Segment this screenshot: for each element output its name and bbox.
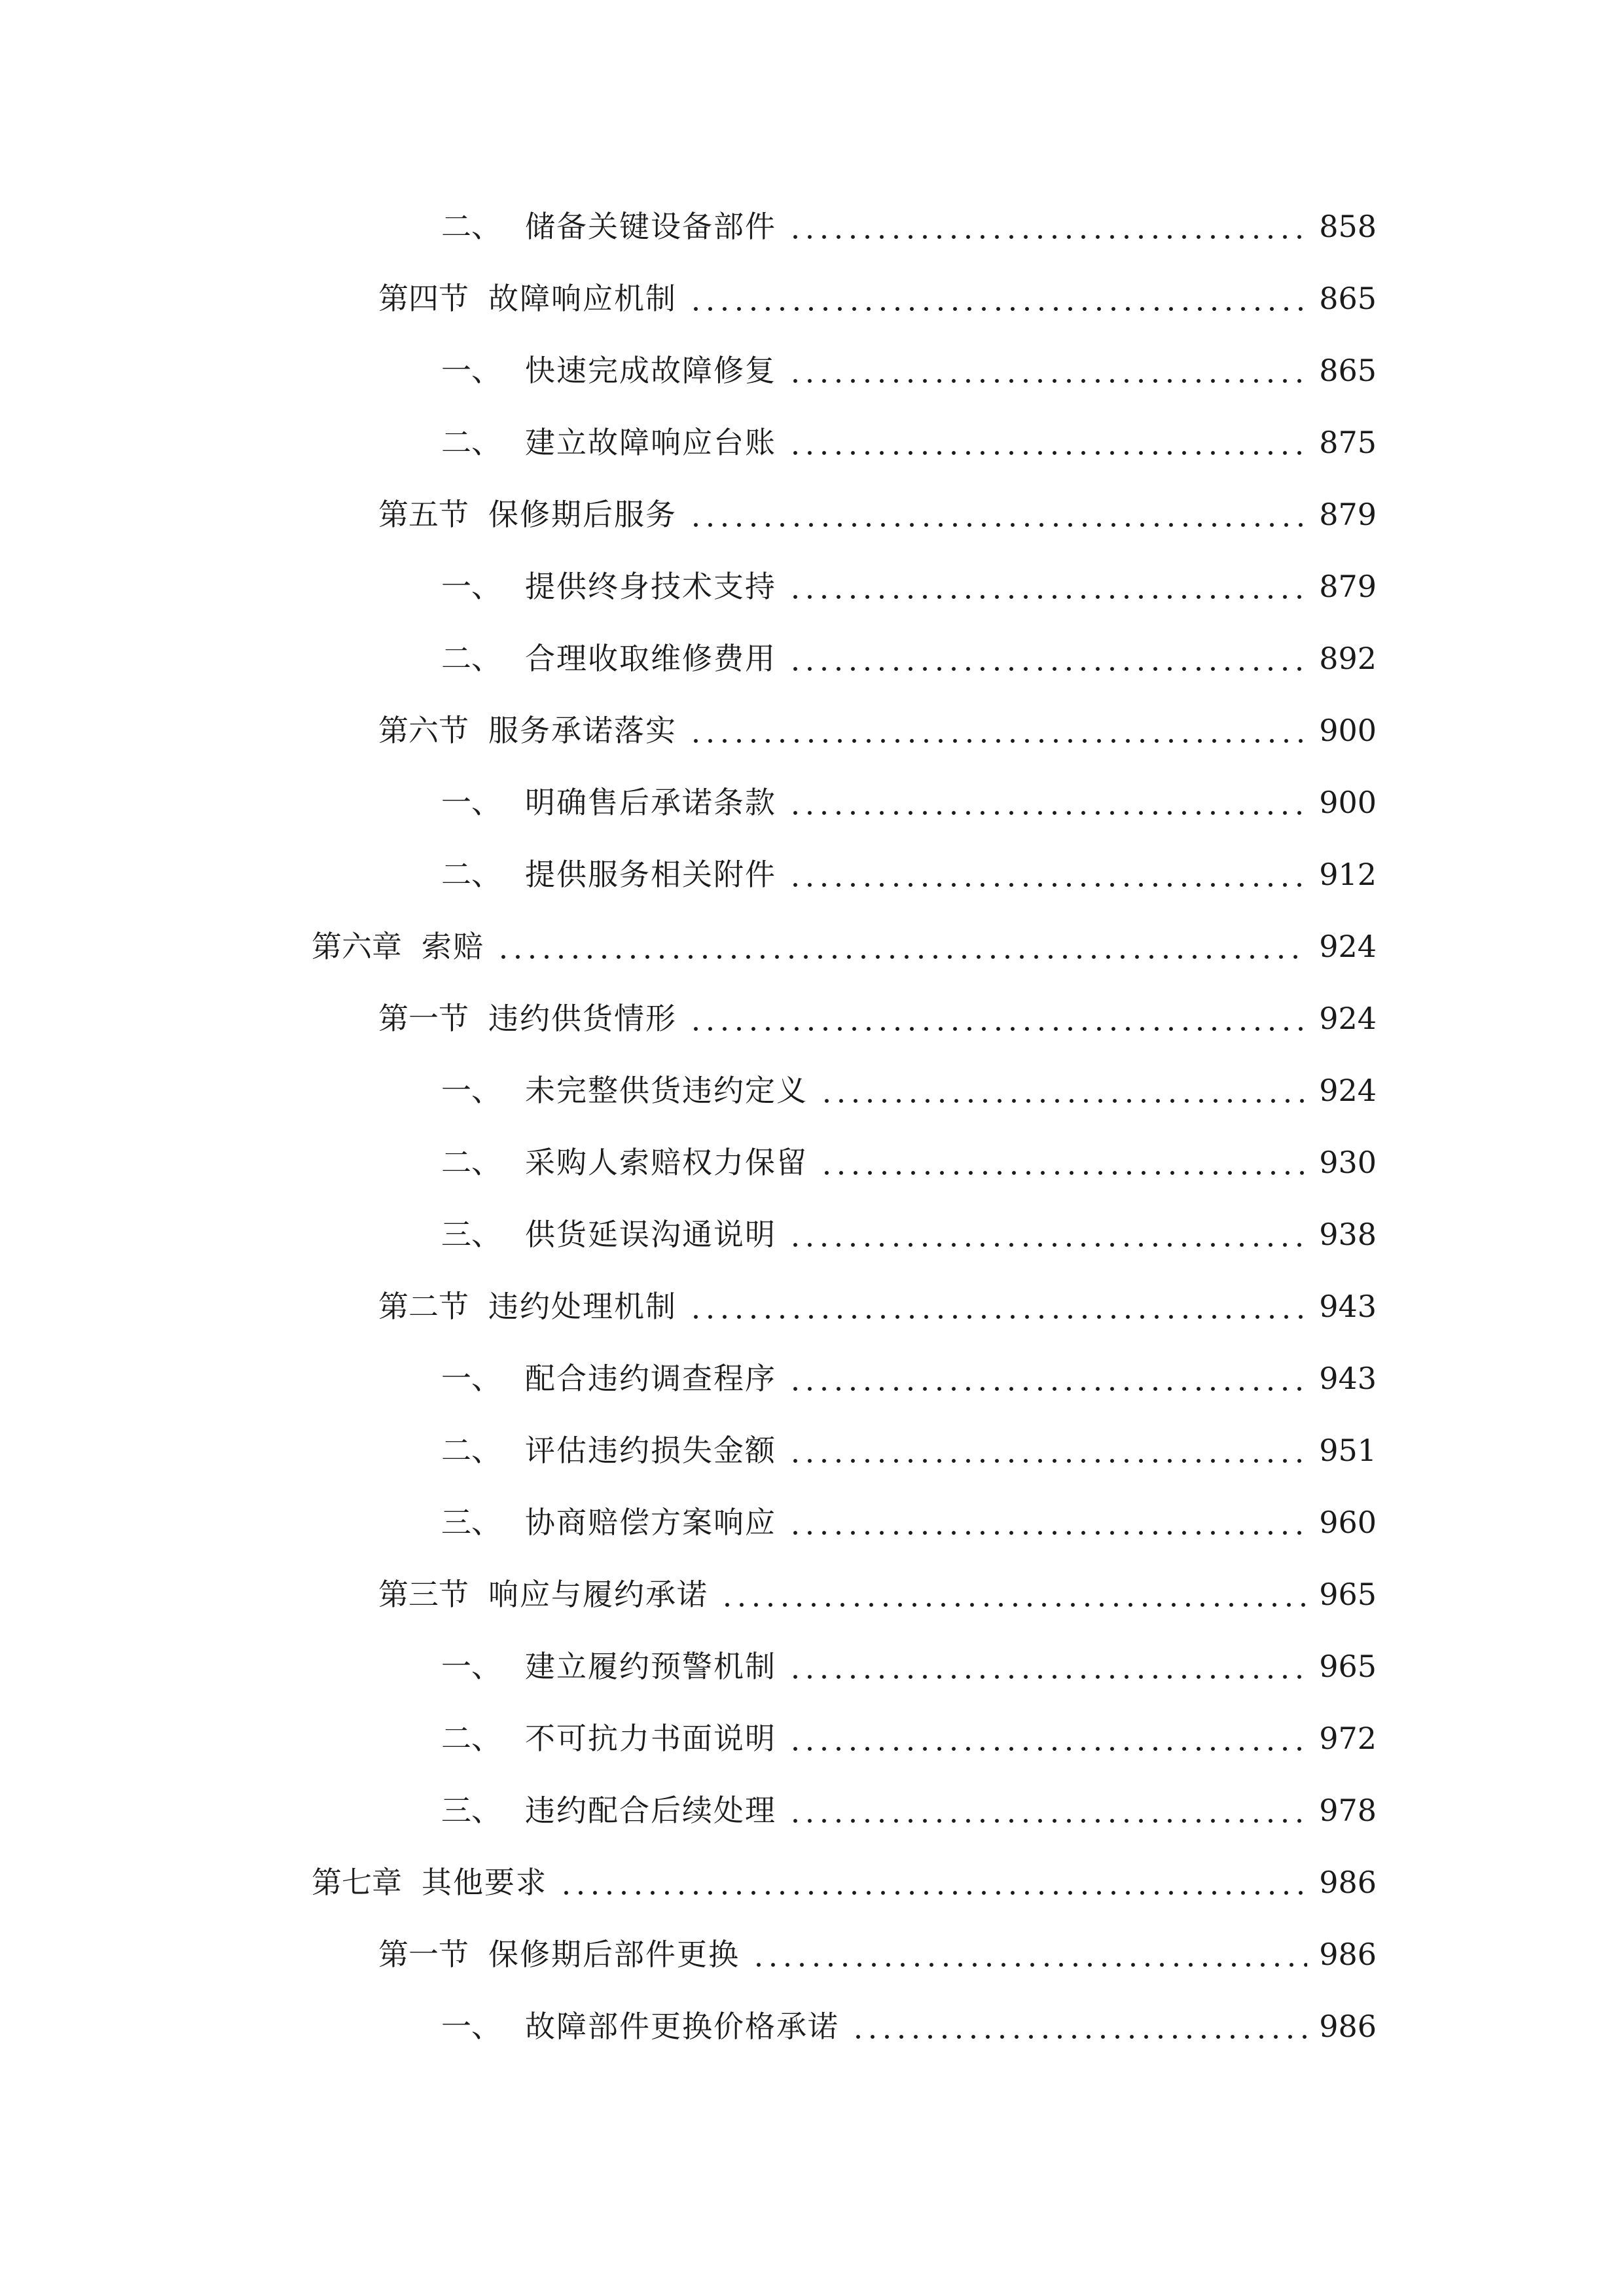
dot-leader	[788, 1242, 1307, 1247]
toc-entry-page: 986	[1319, 1865, 1377, 1900]
dot-leader	[788, 234, 1307, 240]
dot-leader	[820, 1098, 1307, 1103]
toc-entry[interactable]	[441, 1496, 1377, 1549]
toc-entry-title: 评估违约损失金额	[525, 1433, 776, 1468]
dot-leader	[788, 450, 1307, 456]
dot-leader	[751, 1962, 1307, 1967]
toc-entry[interactable]	[441, 1424, 1377, 1477]
toc-entry-number: 一、	[441, 1073, 501, 1108]
toc-entry[interactable]	[378, 272, 1377, 325]
toc-entry-number: 一、	[441, 569, 501, 604]
toc-entry-title: 建立故障响应台账	[525, 425, 776, 460]
toc-entry-title: 未完整供货违约定义	[525, 1073, 808, 1108]
toc-entry[interactable]	[441, 848, 1377, 901]
toc-entry-number: 第二节	[378, 1289, 469, 1324]
dot-leader	[689, 1026, 1307, 1031]
toc-entry-page: 858	[1319, 209, 1377, 244]
toc-entry[interactable]	[312, 1856, 1377, 1909]
toc-entry[interactable]	[378, 992, 1377, 1045]
toc-entry-page: 879	[1319, 569, 1377, 604]
toc-entry[interactable]	[441, 2000, 1377, 2053]
toc-entry-title: 快速完成故障修复	[525, 353, 776, 388]
toc-entry-page: 965	[1319, 1649, 1377, 1684]
toc-entry-title: 故障部件更换价格承诺	[525, 2009, 839, 2044]
toc-entry-number: 第六节	[378, 713, 469, 748]
toc-entry-page: 875	[1319, 425, 1377, 460]
toc-entry[interactable]	[378, 1928, 1377, 1981]
toc-entry-title: 响应与履约承诺	[488, 1577, 708, 1612]
toc-entry-page: 892	[1319, 641, 1377, 676]
dot-leader	[689, 522, 1307, 528]
toc-entry-page: 938	[1319, 1217, 1377, 1252]
toc-entry[interactable]	[378, 488, 1377, 541]
dot-leader	[788, 810, 1307, 816]
dot-leader	[851, 2034, 1307, 2039]
toc-entry-number: 第一节	[378, 1937, 469, 1972]
toc-entry-page: 924	[1319, 1073, 1377, 1108]
toc-entry-title: 供货延误沟通说明	[525, 1217, 776, 1252]
dot-leader	[788, 594, 1307, 600]
toc-entry-number: 二、	[441, 857, 501, 892]
toc-entry-title: 保修期后部件更换	[488, 1937, 740, 1972]
toc-entry-page: 986	[1319, 2009, 1377, 2044]
toc-entry-page: 924	[1319, 1001, 1377, 1036]
toc-entry-page: 978	[1319, 1793, 1377, 1828]
toc-entry[interactable]	[441, 1352, 1377, 1405]
toc-entry-title: 协商赔偿方案响应	[525, 1505, 776, 1540]
toc-entry[interactable]	[441, 1712, 1377, 1765]
toc-entry-number: 三、	[441, 1217, 501, 1252]
toc-entry-title: 建立履约预警机制	[525, 1649, 776, 1684]
toc-entry-title: 储备关键设备部件	[525, 209, 776, 244]
toc-entry-number: 一、	[441, 2009, 501, 2044]
toc-entry-title: 服务承诺落实	[488, 713, 677, 748]
toc-entry-page: 912	[1319, 857, 1377, 892]
dot-leader	[788, 882, 1307, 888]
dot-leader	[689, 738, 1307, 744]
toc-entry-title: 不可抗力书面说明	[525, 1721, 776, 1756]
toc-entry[interactable]	[312, 920, 1377, 973]
toc-entry-page: 900	[1319, 713, 1377, 748]
toc-entry-number: 二、	[441, 425, 501, 460]
dot-leader	[689, 306, 1307, 312]
toc-entry[interactable]	[441, 1640, 1377, 1693]
toc-entry-page: 865	[1319, 281, 1377, 316]
toc-entry[interactable]	[441, 560, 1377, 613]
toc-entry-number: 二、	[441, 1145, 501, 1180]
toc-entry-title: 合理收取维修费用	[525, 641, 776, 676]
toc-entry-page: 865	[1319, 353, 1377, 388]
toc-entry-title: 保修期后服务	[488, 497, 677, 532]
toc-entry-title: 配合违约调查程序	[525, 1361, 776, 1396]
toc-entry-title: 违约配合后续处理	[525, 1793, 776, 1828]
toc-entry-title: 索赔	[422, 929, 484, 964]
dot-leader	[788, 1458, 1307, 1463]
dot-leader	[788, 1530, 1307, 1535]
toc-entry-number: 三、	[441, 1505, 501, 1540]
toc-entry[interactable]	[441, 1208, 1377, 1261]
toc-entry-title: 提供终身技术支持	[525, 569, 776, 604]
dot-leader	[788, 378, 1307, 384]
toc-entry[interactable]	[441, 200, 1377, 253]
toc-entry[interactable]	[441, 416, 1377, 469]
toc-entry-number: 一、	[441, 1649, 501, 1684]
toc-entry-number: 第一节	[378, 1001, 469, 1036]
toc-entry-page: 943	[1319, 1361, 1377, 1396]
dot-leader	[788, 1746, 1307, 1751]
toc-entry-number: 第三节	[378, 1577, 469, 1612]
toc-entry-page: 924	[1319, 929, 1377, 964]
dot-leader	[788, 666, 1307, 672]
toc-entry-number: 二、	[441, 1721, 501, 1756]
dot-leader	[689, 1314, 1307, 1319]
toc-entry-title: 提供服务相关附件	[525, 857, 776, 892]
dot-leader	[788, 1674, 1307, 1679]
toc-entry-title: 其他要求	[422, 1865, 547, 1900]
toc-entry-page: 972	[1319, 1721, 1377, 1756]
toc-entry-page: 943	[1319, 1289, 1377, 1324]
toc-entry-page: 951	[1319, 1433, 1377, 1468]
toc-entry-number: 二、	[441, 209, 501, 244]
toc-entry-number: 第五节	[378, 497, 469, 532]
toc-entry[interactable]	[378, 1568, 1377, 1621]
toc-entry-title: 违约供货情形	[488, 1001, 677, 1036]
toc-entry-title: 采购人索赔权力保留	[525, 1145, 808, 1180]
toc-entry[interactable]	[441, 776, 1377, 829]
toc-entry[interactable]	[441, 1784, 1377, 1837]
toc-entry-title: 违约处理机制	[488, 1289, 677, 1324]
toc-entry-number: 二、	[441, 641, 501, 676]
toc-entry-title: 明确售后承诺条款	[525, 785, 776, 820]
dot-leader	[820, 1170, 1307, 1175]
toc-entry-number: 第四节	[378, 281, 469, 316]
toc-entry-number: 一、	[441, 785, 501, 820]
toc-entry[interactable]	[441, 344, 1377, 397]
toc-entry-number: 一、	[441, 1361, 501, 1396]
toc-entry-page: 900	[1319, 785, 1377, 820]
toc-entry-number: 第六章	[312, 929, 402, 964]
dot-leader	[788, 1386, 1307, 1391]
dot-leader	[496, 954, 1307, 960]
toc-entry-number: 二、	[441, 1433, 501, 1468]
toc-entry-page: 930	[1319, 1145, 1377, 1180]
toc-entry[interactable]	[378, 1280, 1377, 1333]
dot-leader	[720, 1602, 1307, 1607]
dot-leader	[559, 1890, 1307, 1895]
toc-entry-page: 965	[1319, 1577, 1377, 1612]
toc-entry-number: 三、	[441, 1793, 501, 1828]
toc-entry[interactable]	[441, 1064, 1377, 1117]
dot-leader	[788, 1818, 1307, 1823]
toc-entry-page: 960	[1319, 1505, 1377, 1540]
toc-entry-number: 一、	[441, 353, 501, 388]
toc-entry-page: 986	[1319, 1937, 1377, 1972]
toc-entry-title: 故障响应机制	[488, 281, 677, 316]
toc-entry-number: 第七章	[312, 1865, 402, 1900]
toc-entry[interactable]	[378, 704, 1377, 757]
toc-entry[interactable]	[441, 1136, 1377, 1189]
toc-entry[interactable]	[441, 632, 1377, 685]
toc-entry-page: 879	[1319, 497, 1377, 532]
